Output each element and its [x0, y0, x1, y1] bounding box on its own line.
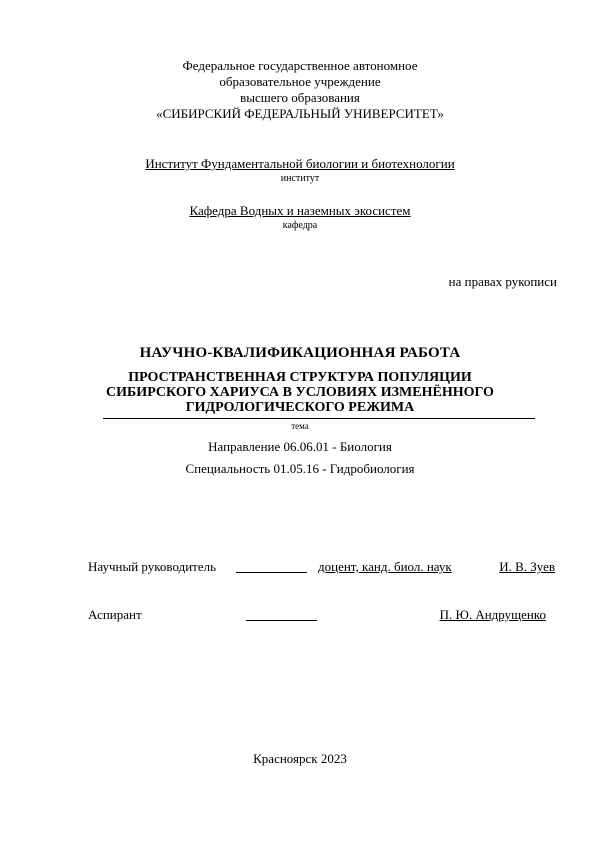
student-signature-line	[246, 620, 317, 621]
supervisor-name: И. В. Зуев	[499, 559, 555, 574]
department-name: Кафедра Водных и наземных экосистем	[189, 203, 411, 218]
university-name: «СИБИРСКИЙ ФЕДЕРАЛЬНЫЙ УНИВЕРСИТЕТ»	[156, 106, 444, 121]
work-type-title: НАУЧНО-КВАЛИФИКАЦИОННАЯ РАБОТА	[139, 345, 461, 361]
org-header	[0, 58, 600, 122]
city-year: Красноярск 2023	[253, 751, 347, 766]
topic-title	[0, 370, 600, 415]
student-label: Аспирант	[88, 607, 142, 622]
specialty: Специальность 01.05.16 - Гидробиология	[185, 461, 415, 476]
manuscript-note: на правах рукописи	[448, 274, 557, 289]
topic-line-2: СИБИРСКОГО ХАРИУСА В УСЛОВИЯХ ИЗМЕНЁННОГО	[106, 385, 494, 400]
supervisor-position: доцент, канд. биол. наук	[318, 559, 452, 574]
supervisor-label: Научный руководитель	[88, 559, 217, 574]
topic-line-3: ГИДРОЛОГИЧЕСКОГО РЕЖИМА	[185, 400, 415, 415]
direction: Направление 06.06.01 - Биология	[208, 439, 392, 454]
org-line-2: образовательное учреждение	[219, 74, 381, 89]
topic-line-1: ПРОСТРАНСТВЕННАЯ СТРУКТУРА ПОПУЛЯЦИИ	[128, 370, 472, 385]
institute-caption: институт	[280, 173, 320, 184]
institute-name: Институт Фундаментальной биологии и биотехнологии	[145, 156, 455, 171]
topic-underline	[103, 418, 535, 419]
org-line-1: Федеральное государственное автономное	[182, 58, 418, 73]
topic-caption: тема	[291, 421, 309, 431]
org-line-3: высшего образования	[240, 90, 360, 105]
supervisor-signature-line	[236, 572, 307, 573]
student-name: П. Ю. Андрущенко	[439, 607, 546, 622]
department-caption: кафедра	[282, 220, 318, 231]
